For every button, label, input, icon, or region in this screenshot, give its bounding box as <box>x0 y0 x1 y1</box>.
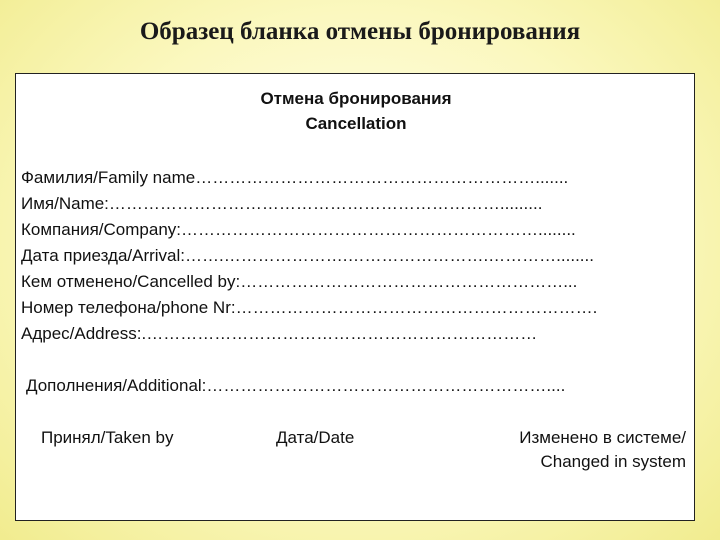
field-dots: ………………………………………………………. <box>235 298 598 317</box>
changed-label-en: Changed in system <box>540 452 686 471</box>
field-name <box>21 192 693 216</box>
field-label: Имя/Name: <box>21 194 109 213</box>
field-family-name <box>21 166 693 190</box>
signature-date: Дата/Date <box>276 428 355 447</box>
field-cancelled-by <box>21 270 693 294</box>
field-additional <box>26 374 693 398</box>
field-dots: …………………………………………………... <box>240 272 578 291</box>
form-title-en: Cancellation <box>305 114 407 133</box>
field-phone <box>21 296 693 320</box>
field-label: Адрес/Address: <box>21 324 142 343</box>
field-label: Номер телефона/phone Nr: <box>21 298 236 317</box>
field-label: Дополнения/Additional: <box>26 376 207 395</box>
field-label: Фамилия/Family name <box>21 168 196 187</box>
field-arrival <box>21 244 693 268</box>
field-company <box>21 218 693 242</box>
field-label: Кем отменено/Cancelled by: <box>21 272 241 291</box>
field-dots: ……………………………………………………....... <box>195 168 569 187</box>
form-title <box>16 86 696 136</box>
form-title-ru: Отмена бронирования <box>260 89 452 108</box>
changed-label-ru: Изменено в системе/ <box>519 428 686 447</box>
field-label: Компания/Company: <box>21 220 181 239</box>
field-label: Дата приезда/Arrival: <box>21 246 186 265</box>
field-dots: …………………………………………………….... <box>206 376 566 395</box>
cancellation-form <box>15 73 695 521</box>
field-address <box>21 322 693 346</box>
signature-changed-in-system <box>519 426 686 474</box>
slide-title: Образец бланка отмены бронирования <box>139 18 581 45</box>
field-dots: ……………………………………………………………......... <box>108 194 543 213</box>
field-dots: .…………………………………………………………… <box>141 324 538 343</box>
signature-taken-by: Принял/Taken by <box>41 428 174 447</box>
field-dots: ………………………………………………………........ <box>181 220 576 239</box>
field-dots: …….………………….…………………….…………........ <box>185 246 594 265</box>
